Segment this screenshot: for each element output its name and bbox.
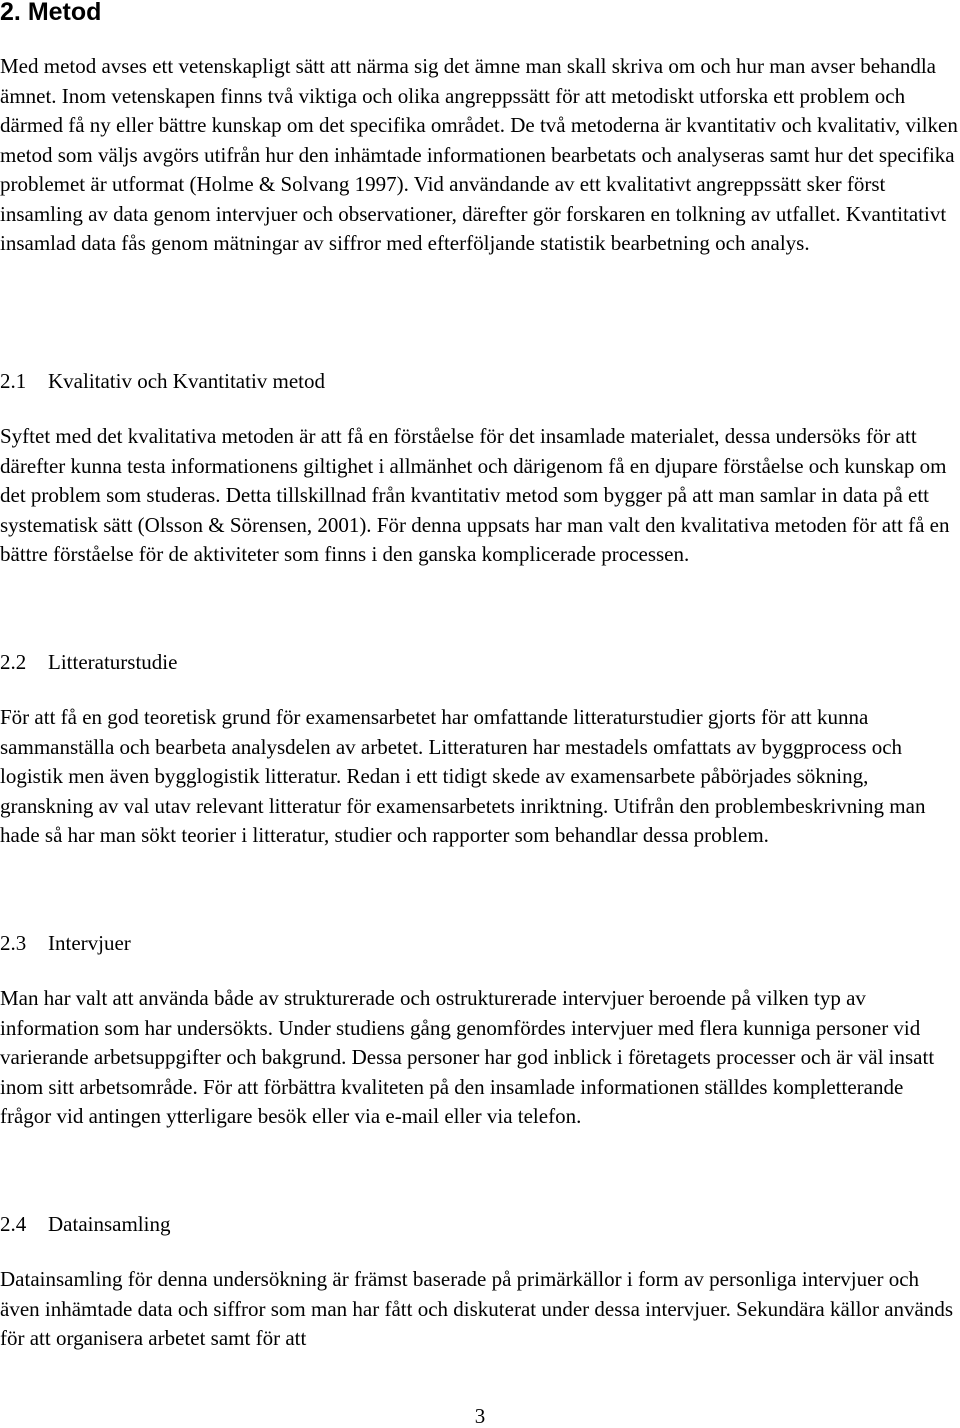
section-number: 2.2 — [0, 650, 27, 674]
section-body — [0, 422, 958, 570]
section-heading — [0, 929, 131, 959]
section-body — [0, 1265, 958, 1354]
section-title: Kvalitativ och Kvantitativ metod — [48, 369, 326, 393]
body-paragraph: Med metod avses ett vetenskapligt sätt att närma sig det ämne man skall skriva om och hur man avser behandla ämnet. Inom vetenskapen finns två viktiga och olika angreppssätt för att metodiskt utforska ett problem och därmed få ny eller bättre kunskap om det specifika området. De två metoderna är kvantitativ och kvalitativ, vilken metod som väljs avgörs utifrån hur den inhämtade informationen bearbetats och analyseras samt hur det specifika problemet är utformat (Holme & Solvang 1997). Vid användande av ett kvalitativt angreppssätt sker först insamling av data genom intervjuer och observationer, därefter gör forskaren en tolkning av utfallet. Kvantitativt insamlad data fås genom mätningar av siffror med efterföljande statistik bearbetning och analys. — [0, 54, 958, 255]
section-body — [0, 984, 958, 1132]
intro-section — [0, 52, 958, 259]
section-heading — [0, 1210, 170, 1240]
section-heading — [0, 648, 177, 678]
chapter-number: 2. — [0, 0, 21, 26]
section-number: 2.1 — [0, 369, 27, 393]
body-paragraph: Man har valt att använda både av strukturerade och ostrukturerade intervjuer beroende på vilken typ av information som har undersökts. Under studiens gång genomfördes intervjuer med flera kunniga personer vid varierande arbetsuppgifter och bakgrund. Dessa personer har god inblick i företagets processer och är väl insatt inom sitt arbetsområde. För att förbättra kvaliteten på den insamlade informationen ställdes kompletterande frågor vid antingen ytterligare besök eller via e-mail eller via telefon. — [0, 986, 935, 1128]
section-heading — [0, 367, 325, 397]
section-number: 2.4 — [0, 1212, 27, 1236]
page-number: 3 — [474, 1404, 486, 1428]
chapter-heading: Metod — [27, 0, 102, 26]
body-paragraph: Syftet med det kvalitativa metoden är att få en förståelse för det insamlade materialet, dessa undersöks för att därefter kunna testa informationens giltighet i allmänhet och därigenom få en djupare förståelse och kunskap om det problem som studeras. Detta tillskillnad från kvantitativ metod som bygger på att man samlar in data på ett systematisk sätt (Olsson & Sörensen, 2001). För denna uppsats har man valt den kvalitativa metoden för att få en bättre förståelse för de aktiviteter som finns i den ganska komplicerade processen. — [0, 424, 950, 566]
section-title: Intervjuer — [48, 931, 131, 955]
section-title: Datainsamling — [48, 1212, 171, 1236]
section-title: Litteraturstudie — [48, 650, 178, 674]
body-paragraph: För att få en god teoretisk grund för examensarbetet har omfattande litteraturstudier gjorts för att kunna sammanställa och bearbeta analysdelen av arbetet. Litteraturen har mestadels omfattats av byggprocess och logistik men även bygglogistik litteratur. Redan i ett tidigt skede av examensarbete påbörjades sökning, granskning av val utav relevant litteratur för examensarbetets inriktning. Utifrån den problembeskrivning man hade så har man sökt teorier i litteratur, studier och rapporter som behandlar dessa problem. — [0, 705, 926, 847]
section-number: 2.3 — [0, 931, 27, 955]
chapter-title — [0, 0, 101, 30]
section-body — [0, 703, 958, 851]
body-paragraph: Datainsamling för denna undersökning är främst baserade på primärkällor i form av personliga intervjuer och även inhämtade data och siffror som man har fått och diskuterat under dessa intervjuer. Sekundära källor används för att organisera arbetet samt för att — [0, 1267, 954, 1350]
